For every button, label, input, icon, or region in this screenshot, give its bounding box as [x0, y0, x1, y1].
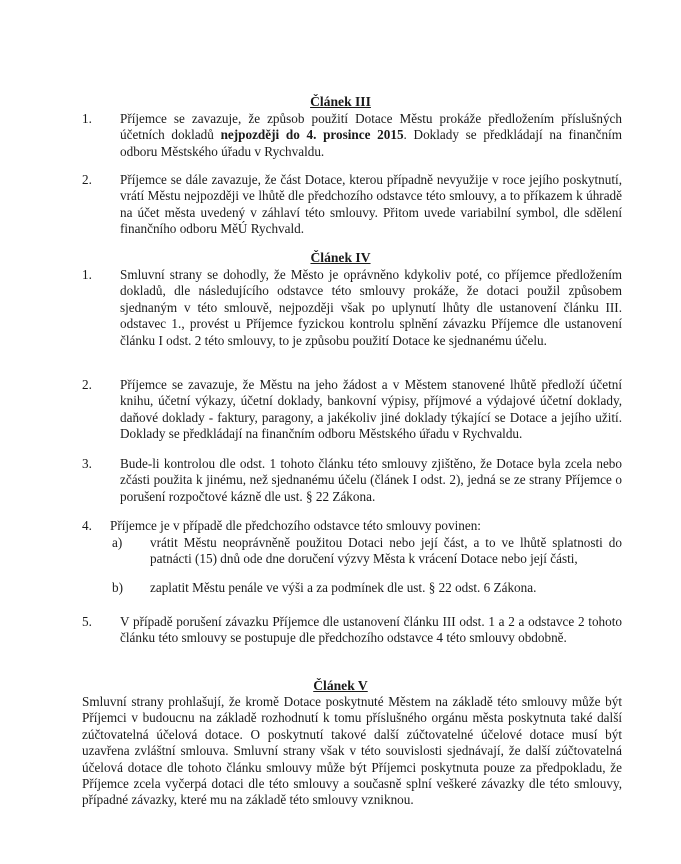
item-text: Příjemce se dále zavazuje, že část Dotace, kterou případně nevyužije v roce jejího poskytnutí, vrátí Městu nejpozději ve lhůtě dle předchozího odstavce této smlouvy, a to příkazem k úhradě na účet města uvedený v záhlaví této smlouvy. Přitom uvede variabilní symbol, dle sdělení finančního odboru MěÚ Rychvald. — [120, 172, 622, 237]
article-4-heading: Článek IV — [310, 250, 371, 265]
item-text: V případě porušení závazku Příjemce dle ustanovení článku III odst. 1 a 2 a odstavce 2 tohoto článku této smlouvy se postupuje dle předchozího odstavce 4 této smlouvy obdobně. — [120, 614, 622, 646]
deadline-text: nejpozději do 4. prosince 2015 — [220, 127, 404, 143]
article-3-item-1 — [82, 111, 622, 160]
article-4-item-4 — [82, 518, 622, 534]
article-3-heading: Článek III — [310, 94, 371, 109]
item-text: Smluvní strany se dohodly, že Město je oprávněno kdykoliv poté, co příjemce předložením dokladů, dle následujícího odstavce této smlouvy prokáže, že dotaci použil způsobem sjednaným v této smlouvě, nejpozději však po uplynutí lhůty dle ustanovení článku III. odstavec 1., provést u Příjemce fyzickou kontrolu splnění závazku Příjemce dle ustanovení článku I odst. 2 této smlouvy, to je způsobu použití Dotace ke sjednanému účelu. — [120, 267, 622, 348]
item-number: 3. — [82, 456, 92, 471]
article-4-item-5 — [82, 614, 622, 647]
subitem-letter: a) — [112, 535, 123, 550]
subitem-letter: b) — [112, 580, 123, 595]
item-number: 2. — [82, 172, 92, 187]
article-4-subitem-a — [112, 535, 622, 568]
item-number: 1. — [82, 267, 92, 282]
item-text: Bude-li kontrolou dle odst. 1 tohoto článku této smlouvy zjištěno, že Dotace byla zcela nebo zčásti použita k jinému, než sjednanému účelu (článek I odst. 2), jedná se ze strany Příjemce o porušení rozpočtové kázně dle ust. § 22 Zákona. — [120, 456, 622, 504]
item-text: Příjemce je v případě dle předchozího odstavce této smlouvy povinen: — [110, 518, 481, 533]
article-4-item-2 — [82, 377, 622, 443]
article-3-item-2 — [82, 172, 622, 238]
article-5-heading: Článek V — [313, 678, 368, 693]
item-number: 5. — [82, 614, 92, 629]
article-4-item-3 — [82, 456, 622, 505]
article-4-subitem-b — [112, 580, 622, 596]
article-4-item-1 — [82, 267, 622, 349]
article-5-text: Smluvní strany prohlašují, že kromě Dotace poskytnuté Městem na základě této smlouvy může být Příjemci v budoucnu na základě rozhodnutí k tomu příslušného orgánu města poskytnuta také další zúčtovatelná účelová dotace. O poskytnutí takové další zúčtovatelné účelové dotace musí být uzavřena zvláštní smlouva. Smluvní strany však v této souvislosti sjednávají, že další zúčtovatelná účelová dotace dle tohoto článku smlouvy může být Příjemci poskytnuta pouze za předpokladu, že Příjemce zcela vyčerpá dotaci dle této smlouvy a současně splní veškeré závazky dle této smlouvy, případné závazky, které mu na základě této smlouvy vzniknou. — [82, 694, 622, 808]
item-number: 1. — [82, 111, 92, 126]
item-text: Příjemce se zavazuje, že způsob použití Dotace Městu prokáže předložením příslušných účetních dokladů nejpozději do 4. prosince 2015. Doklady se předkládají na finančním odboru Městského úřadu v Rychvaldu. — [120, 111, 622, 159]
item-number: 4. — [82, 518, 92, 533]
item-number: 2. — [82, 377, 92, 392]
subitem-text: zaplatit Městu penále ve výši a za podmínek dle ust. § 22 odst. 6 Zákona. — [150, 580, 537, 595]
subitem-text: vrátit Městu neoprávněně použitou Dotaci nebo její část, a to ve lhůtě splatnosti do patnácti (15) dnů ode dne doručení výzvy Města k vrácení Dotace nebo její části, — [150, 535, 622, 567]
item-text: Příjemce se zavazuje, že Městu na jeho žádost a v Městem stanovené lhůtě předloží účetní knihu, účetní výkazy, účetní doklady, bankovní výpisy, příjmové a výdajové účetní doklady, daňové doklady - faktury, paragony, a jakékoliv jiné doklady týkající se Dotace a jejího užití. Doklady se předkládají na finančním odboru Městského úřadu v Rychvaldu. — [120, 377, 622, 442]
